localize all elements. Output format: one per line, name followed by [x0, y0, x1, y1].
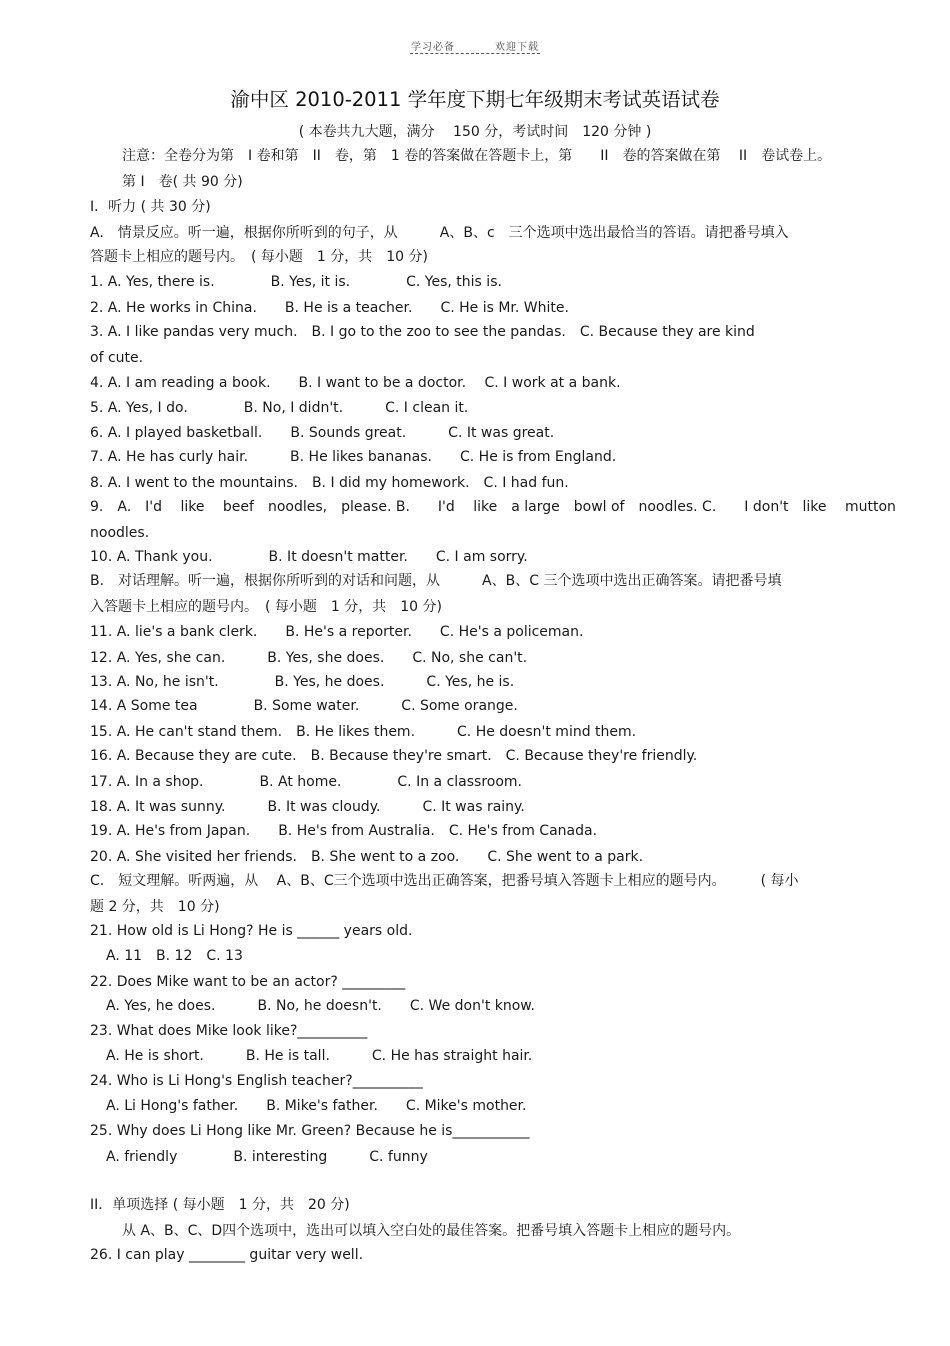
question-10: 10. A. Thank you. B. It doesn't matter. C. I am sorry. — [90, 549, 528, 565]
question-14: 14. A Some tea B. Some water. C. Some orange. — [90, 698, 518, 714]
question-9-cont: noodles. — [90, 525, 150, 541]
question-6: 6. A. I played basketball. B. Sounds great. C. It was great. — [90, 425, 555, 441]
part-a-instruction-cont: 答题卡上相应的题号内。 ( 每小题 1 分，共 10 分) — [90, 249, 428, 265]
question-23-options: A. He is short. B. He is tall. C. He has straight hair. — [106, 1048, 533, 1064]
section-heading-listening: I．听力 ( 共 30 分) — [90, 199, 211, 215]
part-b-instruction-cont: 入答题卡上相应的题号内。 ( 每小题 1 分，共 10 分) — [90, 599, 442, 615]
exam-title: 渝中区 2010-2011 学年度下期七年级期末考试英语试卷 — [230, 88, 720, 111]
question-7: 7. A. He has curly hair. B. He likes bananas. C. He is from England. — [90, 449, 617, 465]
part-c-instruction-cont: 题 2 分，共 10 分) — [90, 899, 220, 915]
question-22: 22. Does Mike want to be an actor? _________ — [90, 974, 406, 990]
question-23: 23. What does Mike look like?__________ — [90, 1023, 368, 1039]
question-4: 4. A. I am reading a book. B. I want to be a doctor. C. I work at a bank. — [90, 375, 621, 391]
question-24: 24. Who is Li Hong's English teacher?__________ — [90, 1073, 423, 1089]
question-15: 15. A. He can't stand them. B. He likes them. C. He doesn't mind them. — [90, 724, 637, 740]
question-21-options: A. 11 B. 12 C. 13 — [106, 948, 243, 964]
part-b-instruction: B. 对话理解。听一遍，根据你所听到的对话和问题，从 A、B、C 三个选项中选出正确答案。请把番号填 — [90, 573, 782, 589]
page-header — [0, 38, 950, 53]
question-1: 1. A. Yes, there is. B. Yes, it is. C. Yes, this is. — [90, 274, 502, 290]
part-c-instruction: C. 短文理解。听两遍，从 A、B、C三个选项中选出正确答案，把番号填入答题卡上相应的题号内。 ( 每小 — [90, 873, 799, 889]
volume-heading: 第 I 卷( 共 90 分) — [122, 174, 243, 190]
question-16: 16. A. Because they are cute. B. Because they're smart. C. Because they're friendly. — [90, 748, 698, 764]
single-choice-instruction: 从 A、B、C、D四个选项中，选出可以填入空白处的最佳答案。把番号填入答题卡上相应的题号内。 — [122, 1223, 741, 1239]
question-5: 5. A. Yes, I do. B. No, I didn't. C. I clean it. — [90, 400, 469, 416]
question-13: 13. A. No, he isn't. B. Yes, he does. C. Yes, he is. — [90, 674, 515, 690]
section-heading-single-choice: II．单项选择 ( 每小题 1 分，共 20 分) — [90, 1197, 350, 1213]
question-20: 20. A. She visited her friends. B. She went to a zoo. C. She went to a park. — [90, 849, 644, 865]
question-22-options: A. Yes, he does. B. No, he doesn't. C. We don't know. — [106, 998, 535, 1014]
question-17: 17. A. In a shop. B. At home. C. In a classroom. — [90, 774, 522, 790]
header-right-text: 欢迎下载 — [495, 42, 539, 53]
question-25: 25. Why does Li Hong like Mr. Green? Because he is___________ — [90, 1123, 530, 1139]
question-3: 3. A. I like pandas very much. B. I go to the zoo to see the pandas. C. Because they are kind — [90, 324, 755, 340]
question-19: 19. A. He's from Japan. B. He's from Australia. C. He's from Canada. — [90, 823, 598, 839]
question-3-cont: of cute. — [90, 350, 144, 366]
question-9: 9. A. I'd like beef noodles, please. B. I'd like a large bowl of noodles. C. I don't like mutton — [90, 499, 896, 515]
exam-info: ( 本卷共九大题，满分 150 分，考试时间 120 分钟 ) — [298, 124, 652, 140]
question-26: 26. I can play ________ guitar very well. — [90, 1247, 364, 1263]
question-12: 12. A. Yes, she can. B. Yes, she does. C. No, she can't. — [90, 650, 528, 666]
part-a-instruction: A. 情景反应。听一遍，根据你所听到的句子，从 A、B、c 三个选项中选出最恰当的答语。请把番号填入 — [90, 225, 789, 241]
question-8: 8. A. I went to the mountains. B. I did my homework. C. I had fun. — [90, 475, 569, 491]
header-divider — [410, 53, 540, 54]
question-25-options: A. friendly B. interesting C. funny — [106, 1149, 428, 1165]
header-left-text: 学习必备 — [411, 42, 455, 53]
question-24-options: A. Li Hong's father. B. Mike's father. C. Mike's mother. — [106, 1098, 527, 1114]
question-11: 11. A. lie's a bank clerk. B. He's a reporter. C. He's a policeman. — [90, 624, 584, 640]
question-21: 21. How old is Li Hong? He is ______ years old. — [90, 923, 413, 939]
question-2: 2. A. He works in China. B. He is a teacher. C. He is Mr. White. — [90, 300, 569, 316]
question-18: 18. A. It was sunny. B. It was cloudy. C. It was rainy. — [90, 799, 525, 815]
notice: 注意：全卷分为第 I 卷和第 II 卷，第 1 卷的答案做在答题卡上，第 II 卷的答案做在第 II 卷试卷上。 — [122, 148, 832, 164]
